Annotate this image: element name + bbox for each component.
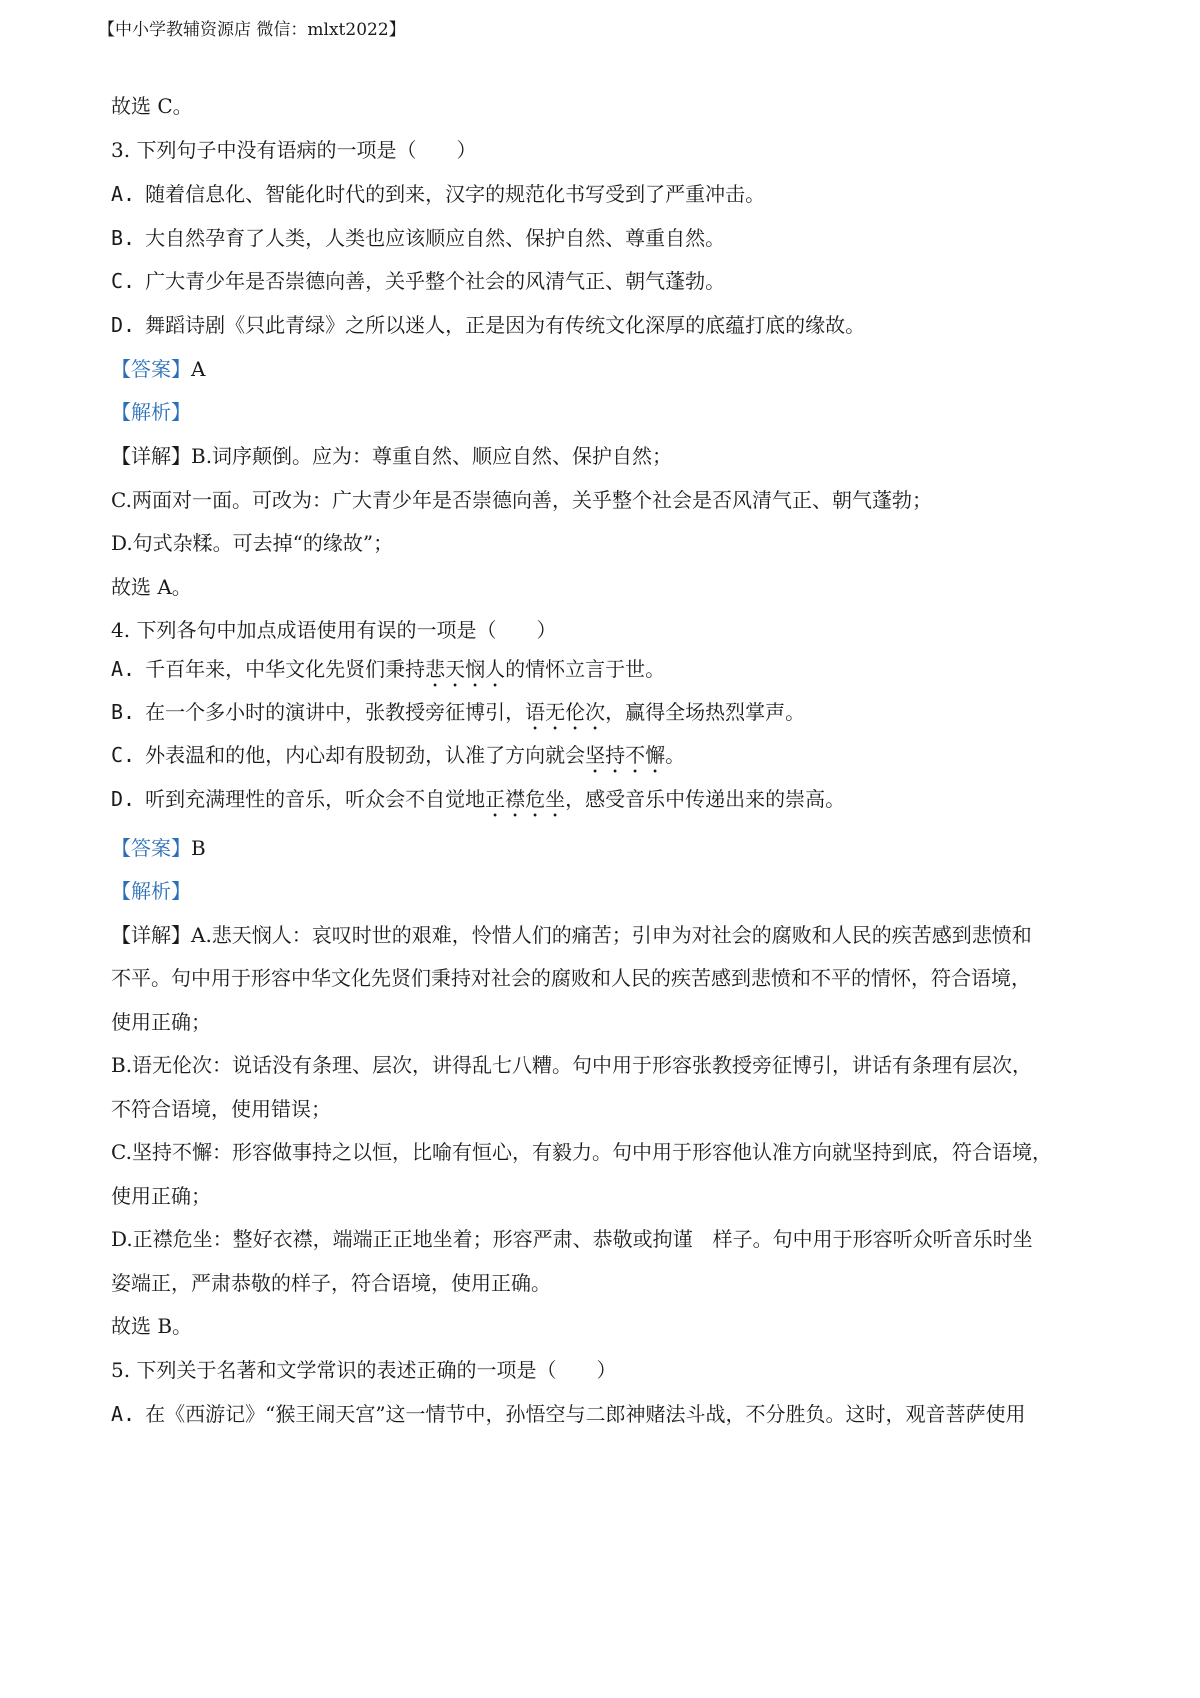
option-text: ，赢得全场热烈掌声。 xyxy=(605,700,806,724)
option-letter: C. xyxy=(111,743,136,767)
q3-option-c xyxy=(111,267,1104,295)
dotted-idiom: 悲天悯人 xyxy=(425,657,506,681)
q5-question: 5. 下列关于名著和文学常识的表述正确的一项是（ ） xyxy=(111,1358,617,1382)
option-text: 大自然孕育了人类，人类也应该顺应自然、保护自然、尊重自然。 xyxy=(145,226,726,250)
detail-label: 【详解】 xyxy=(111,444,191,468)
q4-option-a xyxy=(111,655,1104,692)
q4-detail-line-9: 姿端正，严肃恭敬的样子，符合语境，使用正确。 xyxy=(111,1271,551,1295)
q3-option-b xyxy=(111,224,1104,252)
q4-detail-line-4: B.语无伦次：说话没有条理、层次，讲得乱七八糟。句中用于形容张教授旁征博引，讲话有条理有层次， xyxy=(111,1053,1033,1077)
q3-detail-line-2: C.两面对一面。可改为：广大青少年是否崇德向善，关乎整个社会是否风清气正、朝气蓬勃； xyxy=(111,488,932,512)
q4-conclusion: 故选 B。 xyxy=(111,1314,193,1338)
q3-option-d xyxy=(111,311,1104,339)
q4-detail-line-6: C.坚持不懈：形容做事持之以恒，比喻有恒心，有毅力。句中用于形容他认准方向就坚持到底，符合语境， xyxy=(111,1140,1052,1164)
option-letter: A. xyxy=(111,657,136,681)
option-letter: B. xyxy=(111,226,136,250)
option-letter: B. xyxy=(111,700,136,724)
option-text: 外表温和的他，内心却有股韧劲，认准了方向就会 xyxy=(145,743,586,767)
q4-detail-line-8: D.正襟危坐：整好衣襟，端端正正地坐着；形容严肃、恭敬或拘谨 样子。句中用于形容听众听音乐时坐 xyxy=(111,1227,1033,1251)
q4-option-c xyxy=(111,741,1104,778)
q5-option-a xyxy=(111,1400,1104,1428)
q3-answer xyxy=(111,355,1104,383)
q3-detail-line-3: D.句式杂糅。可去掉“的缘故”； xyxy=(111,531,394,555)
q4-analysis-label xyxy=(111,877,1104,905)
detail-label: 【详解】 xyxy=(111,923,191,947)
option-text: 千百年来，中华文化先贤们秉持 xyxy=(145,657,426,681)
q4-answer xyxy=(111,834,1104,862)
dotted-idiom: 正襟危坐 xyxy=(485,787,566,811)
dotted-idiom: 语无伦次 xyxy=(525,700,606,724)
option-text: 随着信息化、智能化时代的到来，汉字的规范化书写受到了严重冲击。 xyxy=(145,182,766,206)
option-text: 在一个多小时的演讲中，张教授旁征博引， xyxy=(145,700,526,724)
detail-text: A.悲天悯人：哀叹时世的艰难，怜惜人们的痛苦；引申为对社会的腐败和人民的疾苦感到悲愤和 xyxy=(191,923,1032,947)
q4-option-b xyxy=(111,698,1104,735)
q4-detail-line-2: 不平。句中用于形容中华文化先贤们秉持对社会的腐败和人民的疾苦感到悲愤和不平的情怀，符合语境， xyxy=(111,966,1031,990)
option-text: 的情怀立言于世。 xyxy=(505,657,666,681)
q4-detail-line-7: 使用正确； xyxy=(111,1184,211,1208)
detail-text: B.词序颠倒。应为：尊重自然、顺应自然、保护自然； xyxy=(191,444,673,468)
option-letter: A. xyxy=(111,1402,136,1426)
option-text: 广大青少年是否崇德向善，关乎整个社会的风清气正、朝气蓬勃。 xyxy=(145,269,726,293)
option-text: 在《西游记》“猴王闹天宫”这一情节中，孙悟空与二郎神赌法斗战，不分胜负。这时，观音菩萨使用 xyxy=(145,1402,1026,1426)
q2-conclusion: 故选 C。 xyxy=(111,94,193,118)
option-text: 听到充满理性的音乐，听众会不自觉地 xyxy=(145,787,486,811)
q3-detail-line-1 xyxy=(111,442,1104,470)
q4-question: 4. 下列各句中加点成语使用有误的一项是（ ） xyxy=(111,618,557,642)
q4-detail-line-1 xyxy=(111,921,1104,949)
option-letter: A. xyxy=(111,182,136,206)
q4-detail-line-3: 使用正确； xyxy=(111,1010,211,1034)
dotted-idiom: 坚持不懈 xyxy=(585,743,666,767)
q4-option-d xyxy=(111,785,1104,822)
q3-analysis-label xyxy=(111,398,1104,426)
option-letter: D. xyxy=(111,313,136,337)
answer-value: A xyxy=(191,357,206,381)
analysis-label: 【解析】 xyxy=(111,879,191,903)
analysis-label: 【解析】 xyxy=(111,400,191,424)
answer-value: B xyxy=(191,836,206,860)
option-text: ，感受音乐中传递出来的崇高。 xyxy=(565,787,846,811)
q4-detail-line-5: 不符合语境，使用错误； xyxy=(111,1097,331,1121)
answer-label: 【答案】 xyxy=(111,836,191,860)
q3-question: 3. 下列句子中没有语病的一项是（ ） xyxy=(111,138,477,162)
q3-option-a xyxy=(111,180,1104,208)
option-text: 。 xyxy=(665,743,686,767)
answer-label: 【答案】 xyxy=(111,357,191,381)
page-header: 【中小学教辅资源店 微信：mlxt2022】 xyxy=(98,20,406,40)
q3-conclusion: 故选 A。 xyxy=(111,575,192,599)
option-letter: D. xyxy=(111,787,136,811)
option-letter: C. xyxy=(111,269,136,293)
option-text: 舞蹈诗剧《只此青绿》之所以迷人，正是因为有传统文化深厚的底蕴打底的缘故。 xyxy=(145,313,866,337)
